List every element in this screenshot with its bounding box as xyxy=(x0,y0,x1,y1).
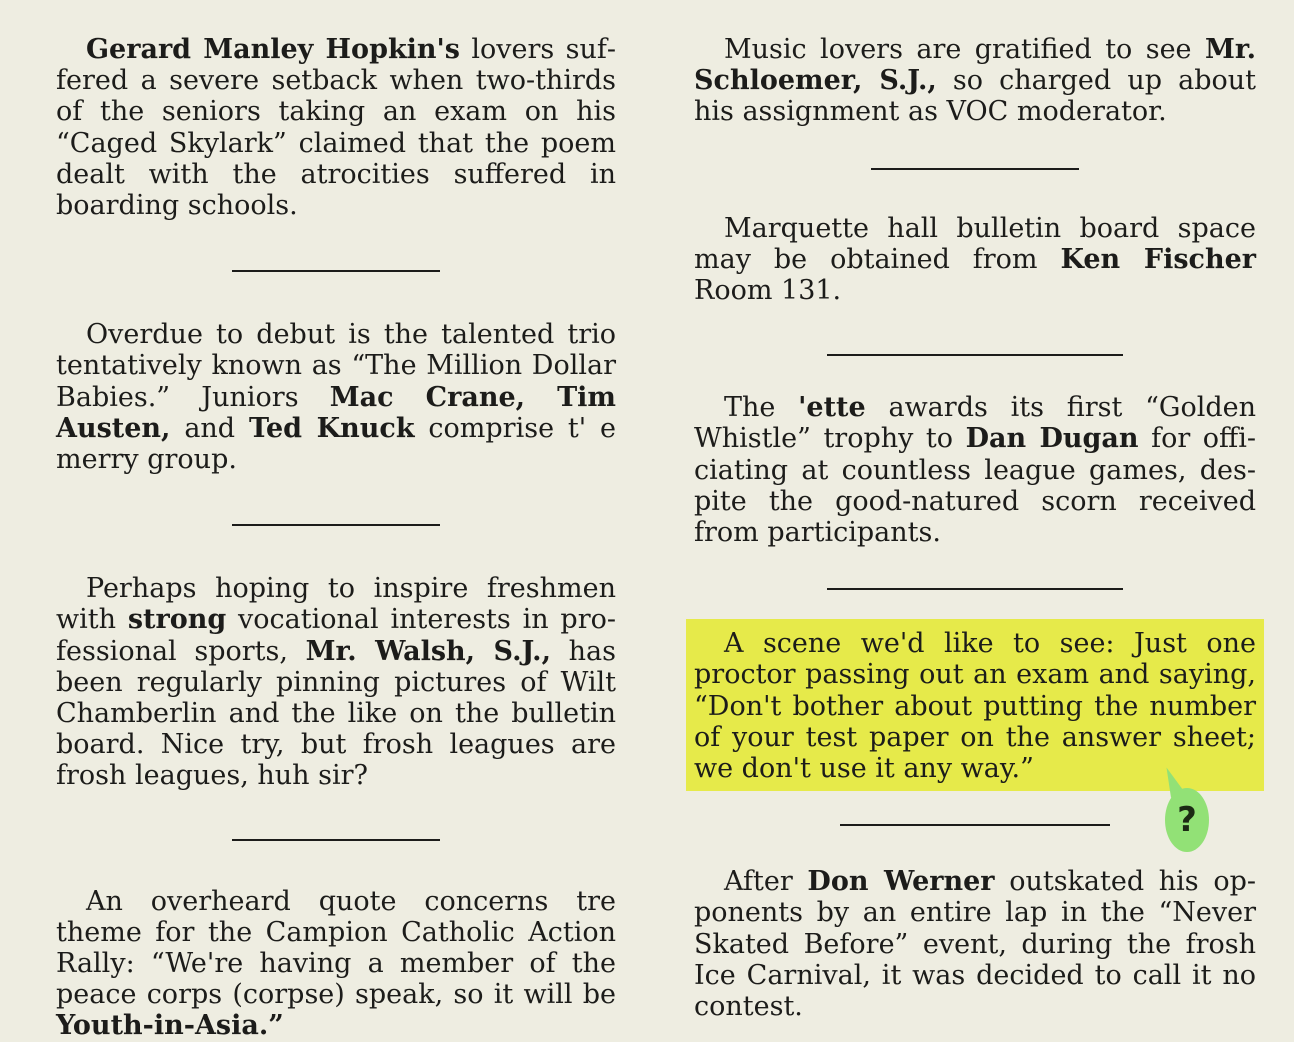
text-run: Music lovers are gratified to see xyxy=(724,34,1205,65)
text-run: has been regularly pinning pictures of Wilt Chamberlin and the like on the bulletin board. Nice try, but frosh leagues are frosh leagues, huh sir? xyxy=(56,635,616,792)
text-run: and xyxy=(170,412,249,444)
text-run: comprise t' e merry group. xyxy=(56,412,617,476)
text-run: Perhaps hoping to inspire freshmen with xyxy=(56,573,616,636)
text-run: A scene we'd like to see: Just one proctor passing out an exam and saying, “Don't bother about putting the number of your test paper on the answer sheet; we don't use it any way.” xyxy=(694,628,1256,785)
bold-name: Youth-in-Asia.” xyxy=(56,1010,284,1042)
bold-name: Don Werner xyxy=(807,866,995,898)
text-run: The xyxy=(724,392,799,424)
item-mr-walsh xyxy=(56,573,616,791)
bold-name: Ken Fischer xyxy=(1060,243,1256,275)
left-column xyxy=(56,34,616,1042)
item-overheard-quote xyxy=(56,886,616,1042)
text-run: so charged up about his assignment as VOC moderator. xyxy=(694,65,1256,128)
item-bulletin-board xyxy=(694,213,1256,307)
text-run: Marquette hall bulletin board space may be obtained from xyxy=(694,212,1256,275)
bold-name: Ted Knuck xyxy=(248,412,415,444)
bold-name: Gerard Manley Hopkin's xyxy=(86,34,461,65)
right-column xyxy=(694,34,1256,1022)
text-run: An overheard quote concerns tre theme for the Campion Catholic Action Rally: “We're having a member of the peace corps (corpse) speak, so it will be xyxy=(56,885,616,1011)
bold-name: Dan Dugan xyxy=(965,423,1139,455)
bold-name: Mr. Walsh, S.J., xyxy=(305,635,551,667)
item-mr-schloemer xyxy=(694,34,1256,128)
text-run: awards its first “Golden Whistle” trophy to xyxy=(694,392,1256,455)
text-run: for officiating at countless league games, despite the good-natured scorn received from participants. xyxy=(694,423,1256,549)
text-run: vocational interests in professional sports, xyxy=(56,604,616,667)
bold-name: strong xyxy=(127,604,227,636)
text-run: After xyxy=(724,866,808,898)
text-run: Overdue to debut is the talented trio tentatively known as “The Million Dollar Babies.” Juniors xyxy=(56,319,616,413)
item-hopkins xyxy=(56,34,616,221)
text-run: outskated his opponents by an entire lap in the “Never Skated Before” event, during the frosh Ice Carnival, it was decided to call it no contest. xyxy=(694,866,1256,1023)
question-mark-balloon xyxy=(1165,788,1209,852)
bold-name: 'ette xyxy=(798,392,866,424)
question-mark-icon: ? xyxy=(1177,800,1197,840)
text-run: Room 131. xyxy=(694,275,842,307)
item-million-dollar-babies xyxy=(56,319,616,475)
bold-name: Mr. Schloemer, S.J., xyxy=(694,34,1256,97)
text-run: lovers suffered a severe setback when two-thirds of the seniors taking an exam on his “Caged Skylark” claimed that the poem dealt with the atrocities suffered in boarding schools. xyxy=(56,34,616,222)
bold-name: Mac Crane, Tim Austen, xyxy=(56,381,616,444)
item-golden-whistle xyxy=(694,392,1256,548)
item-don-werner xyxy=(694,866,1256,1022)
item-scene-wed-like-to-see xyxy=(694,628,1256,784)
